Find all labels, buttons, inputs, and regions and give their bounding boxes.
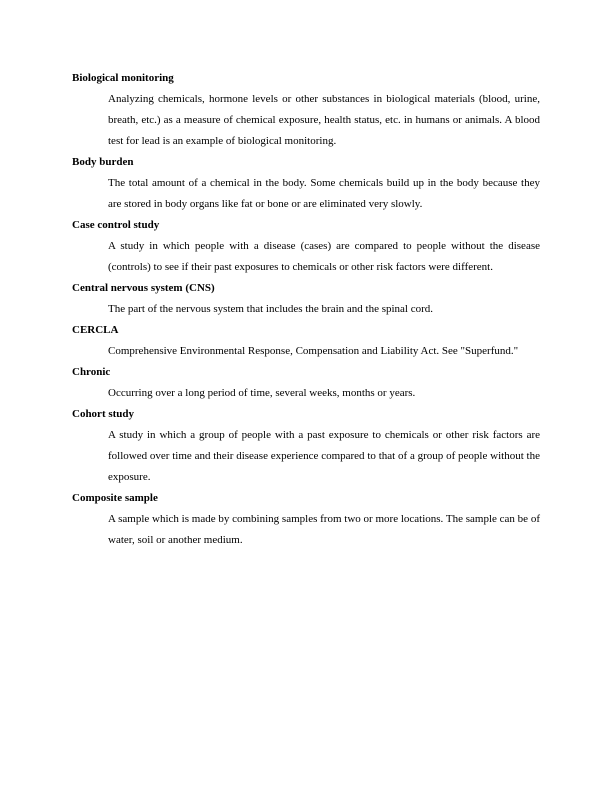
term-definition: Analyzing chemicals, hormone levels or other substances in biological materials (blood, urine, breath, etc.) as a measure of chemical exposure, health status, etc. in humans or animals. A blood test for lead is an example of biological monitoring. xyxy=(108,93,540,147)
glossary-entry-chronic xyxy=(72,365,540,404)
term-heading: Composite sample xyxy=(72,492,158,504)
term-definition: A study in which a group of people with a past exposure to chemicals or other risk factors are followed over time and their disease experience compared to that of a group of people without the exposure. xyxy=(108,429,540,483)
glossary-entry-cercla xyxy=(72,323,540,362)
glossary-page xyxy=(72,71,540,551)
term-heading: Central nervous system (CNS) xyxy=(72,282,215,294)
term-definition: A sample which is made by combining samples from two or more locations. The sample can be of water, soil or another medium. xyxy=(108,513,540,546)
glossary-entry-central-nervous-system xyxy=(72,281,540,320)
term-heading: Cohort study xyxy=(72,408,135,420)
term-definition: A study in which people with a disease (cases) are compared to people without the disease (controls) to see if their past exposures to chemicals or other risk factors were different. xyxy=(108,240,540,273)
glossary-entry-case-control-study xyxy=(72,218,540,278)
glossary-entry-cohort-study xyxy=(72,407,540,488)
term-heading: Chronic xyxy=(72,366,111,378)
glossary-entry-biological-monitoring xyxy=(72,71,540,152)
term-definition: The total amount of a chemical in the body. Some chemicals build up in the body because they are stored in body organs like fat or bone or are eliminated very slowly. xyxy=(108,177,540,210)
term-definition: Comprehensive Environmental Response, Compensation and Liability Act. See "Superfund." xyxy=(108,345,519,357)
term-heading: Biological monitoring xyxy=(72,72,174,84)
glossary-entry-composite-sample xyxy=(72,491,540,551)
glossary-entry-body-burden xyxy=(72,155,540,215)
term-definition: Occurring over a long period of time, several weeks, months or years. xyxy=(108,387,416,399)
term-heading: Case control study xyxy=(72,219,160,231)
term-heading: CERCLA xyxy=(72,324,119,336)
term-heading: Body burden xyxy=(72,156,134,168)
term-definition: The part of the nervous system that includes the brain and the spinal cord. xyxy=(108,303,434,315)
